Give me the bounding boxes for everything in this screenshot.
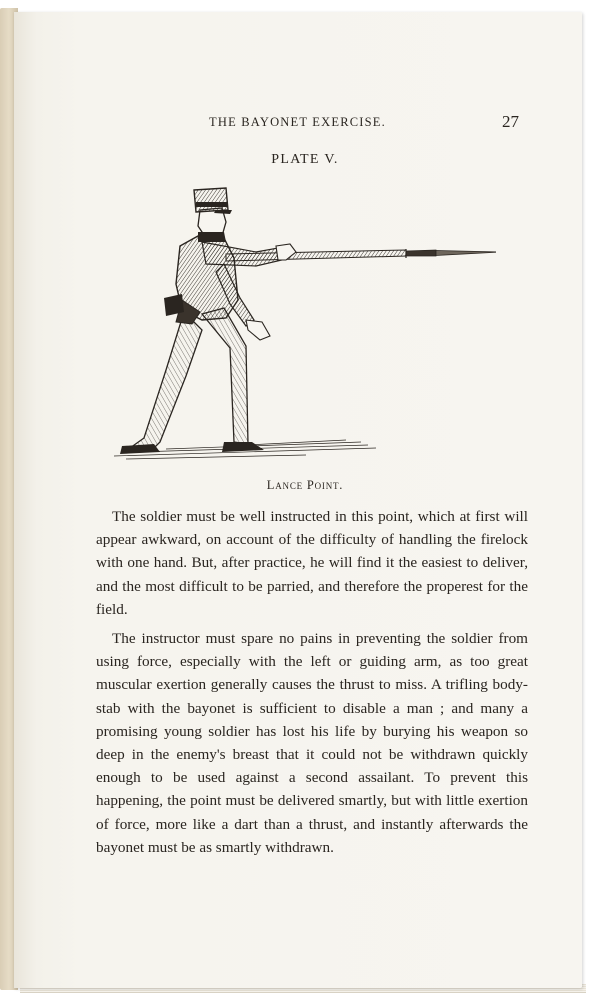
book-page	[14, 12, 582, 988]
collar	[198, 232, 226, 242]
plate-caption: Lance Point.	[266, 478, 344, 492]
back-leg	[130, 312, 202, 450]
front-leg	[202, 308, 248, 444]
shako-cap	[194, 188, 228, 212]
extended-arm	[202, 242, 282, 266]
page-number: 27	[502, 112, 519, 131]
back-boot	[120, 444, 160, 454]
plate-label: PLATE V.	[271, 152, 339, 167]
soldier-engraving	[106, 180, 496, 465]
open-hand	[246, 320, 270, 340]
front-boot	[222, 442, 264, 452]
running-title: THE BAYONET EXERCISE.	[209, 115, 386, 129]
cap-band	[196, 202, 228, 207]
paragraph-1: The soldier must be well instructed in this point, which at first will appear awkward, on account of the difficulty of handling the firelock with one hand. But, after practice, he will find it the easiest to deliver, and the most difficult to be parried, and therefore the properest for the field.	[96, 508, 528, 618]
paragraph-2: The instructor must spare no pains in preventing the soldier from using force, especially with the left or guiding arm, as too great muscular exertion generally causes the thrust to miss. A trifling body-stab with the bayonet is sufficient to disable a man ; and many a promising young soldier has lost his life by burying his weapon so deep in the enemy's breast that it could not be withdrawn quickly enough to be used against a second assailant. To prevent this happening, the point must be delivered smartly, but with little exertion of force, more like a dart than a thrust, and instantly afterwards the bayonet must be as smartly withdrawn.	[96, 630, 528, 856]
body-text	[96, 505, 528, 865]
